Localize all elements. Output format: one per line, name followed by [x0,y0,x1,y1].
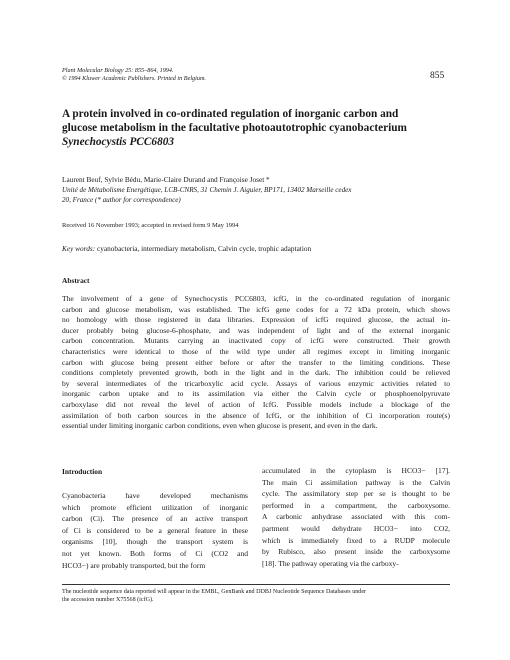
abstract-line: carbon and glucose metabolism, was established. The icfG gene codes for a 72 kDa protein, which shows [62,304,450,314]
affiliation-line-1: Unité de Métabolisme Energétique, LCB-CNRS, 31 Chemin J. Aiguier, BP171, 13402 Marseille cedex [62,186,352,194]
introduction-right-line: [18]. The pathway operating via the carboxy- [262,558,399,568]
introduction-column-right [262,465,450,569]
journal-citation [62,67,362,83]
received-dates: Received 16 November 1993; accepted in revised form 9 May 1994 [62,222,239,229]
affiliation [62,185,462,205]
footnote-rule [62,584,450,585]
abstract-line: by several intermediates of the tricarboxylic acid cycle. Assays of various enzymic activities related to [62,378,450,388]
introduction-right-line: partment would dehydrate HCO3− into CO2, [262,523,450,533]
introduction-right-line: The main Ci assimilation pathway is the Calvin [262,477,450,487]
copyright-line: © 1994 Kluwer Academic Publishers. Printed in Belgium. [62,75,206,82]
keywords-label: Key words: [62,244,96,253]
introduction-right-line: which is immediately fixed to a RUDP molecule [262,535,450,545]
keywords [62,244,462,253]
abstract-line: The involvement of a gene of Synechocystis PCC6803, icfG, in the co-ordinated regulation of inorganic [62,294,450,303]
introduction-left-line: of Ci is considered to be a general feature in these [62,525,248,535]
author-list: Laurent Beuf, Sylvie Bédu, Marie-Claire Durand and Françoise Joset * [62,175,270,184]
introduction-right-line: by Rubisco, also present inside the carboxysome [262,547,450,557]
introduction-left-line: which promote efficient utilization of inorganic [62,502,248,512]
abstract-line: carboxylase did not reveal the level of action of IcfG. Possible models include a blockage of the [62,399,450,409]
abstract-line: inorganic carbon uptake and to its assimilation via either the Calvin cycle or phosphoenolpyruvate [62,389,450,399]
introduction-column-left [62,490,248,571]
abstract-line: conditions completely prevented growth, both in the light and in the dark. The inhibition could be relieved [62,368,450,378]
introduction-left-line: not yet known. Both forms of Ci (CO2 and [62,548,248,558]
title-line-2: glucose metabolism in the facultative photoautotrophic cyanobacterium [62,122,407,134]
footnote [62,588,450,605]
introduction-right-line: cycle. The assimilatory step per se is thought to be [262,489,450,499]
footnote-line-2: the accession number X75568 (icfG). [62,597,154,604]
page-number: 855 [430,71,445,81]
abstract-heading: Abstract [62,276,90,285]
abstract-line: no homology with those registered in data libraries. Expression of icfG required glucose, the actual in- [62,315,450,325]
introduction-left-line: Cyanobacteria have developed mechanisms [62,491,248,500]
abstract-line: carbon with glucose being present either before or after the transfer to the limiting conditions. These [62,357,450,367]
title-line-1: A protein involved in co-ordinated regulation of inorganic carbon and [62,108,399,120]
footnote-line-1: The nucleotide sequence data reported will appear in the EMBL, GenBank and DDBJ Nucleotide Sequence Databases under [62,589,367,595]
keywords-text: cyanobacteria, intermediary metabolism, Calvin cycle, trophic adaptation [95,244,312,253]
abstract-line: carbon concentration. Mutants carrying an inactivated copy of icfG were constructed. Their growth [62,336,450,346]
introduction-right-line: accumulated in the cytoplasm is HCO3− [17]. [262,466,450,475]
abstract-line: essential under limiting inorganic carbon conditions, even when glucose is present, and even in the dark. [62,421,378,431]
introduction-left-line: carbon (Ci). The presence of an active transport [62,514,248,524]
introduction-right-line: A carbonic anhydrase associated with this com- [262,512,450,522]
introduction-left-line: HCO3−) are probably transported, but the form [62,560,206,570]
affiliation-line-2: 20, France (* author for correspondence) [62,196,181,204]
journal-citation-line: Plant Molecular Biology 25: 855–864, 1994. [62,67,174,74]
introduction-left-line: organisms [10], though the transport system is [62,537,248,547]
abstract-line: characteristics were identical to those of the wild type under all regimes except in limiting inorganic [62,346,450,356]
title-line-3: Synechocystis PCC6803 [62,136,175,148]
abstract-line: assimilation of both carbon sources in the absence of IcfG, or the inhibition of Ci incorporation route(s) [62,410,450,420]
introduction-right-line: performed in a compartment, the carboxysome. [262,500,450,510]
introduction-heading: Introduction [62,467,103,476]
abstract-line: ducer probably being glucose-6-phosphate, and was independent of light and of the external inorganic [62,325,450,335]
article-title [62,107,462,149]
abstract-body [62,294,450,432]
